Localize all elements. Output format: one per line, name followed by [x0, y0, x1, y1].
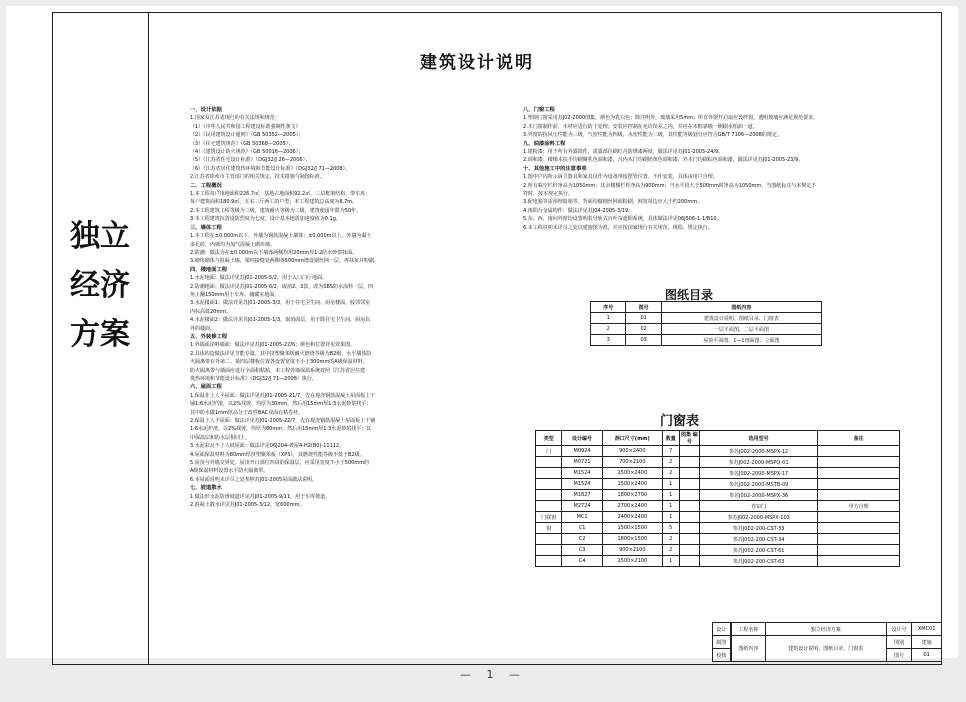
note-line: 5.屋顶与外墙交界处、屋顶开口部位四周的保温层，应采用宽度不小于500mm的 — [190, 460, 370, 467]
table-cell: 2 — [662, 457, 679, 468]
section-heading: 九、油漆涂料工程 — [523, 140, 566, 147]
table-header: 序号 — [591, 302, 626, 313]
table-header: 备注 — [818, 431, 900, 446]
binding-title: 独立经济方案 — [70, 219, 130, 352]
note-line: 2.具体构造做法详见节能专篇，其中挤塑聚苯板耐火燃烧等级为B2级，水平墙体防 — [190, 350, 372, 357]
table-row — [536, 490, 900, 501]
left-column-notes — [190, 106, 520, 510]
title-block-cell: 图纸内容 — [732, 636, 766, 662]
table-row — [591, 324, 822, 335]
table-header: 选用型号 — [700, 431, 818, 446]
note-line: 每户建筑面积180.9㎡，五室三厅两工的户型；本工程建筑总高度为8.7m。 — [190, 199, 358, 206]
table-row — [591, 313, 822, 324]
note-line: 2.防潮：做法为在±0.000m以下墙体两侧均用20mm厚1:2防水砂浆抹面。 — [190, 249, 358, 256]
title-block-cell: 建筑设计说明、图纸目录、门窗表 — [765, 636, 886, 662]
table-cell: 1500×2400 — [602, 468, 662, 479]
table-cell: 2 — [591, 324, 626, 335]
section-heading: 七、坡道散水 — [190, 485, 222, 492]
title-block-cell: 01 — [912, 649, 942, 662]
note-line: 1.本工程在±0.000m以下，外墙为钢筋混凝土墙体；±0.000m以上，外墙为黏土 — [190, 233, 372, 240]
table-cell — [536, 457, 562, 468]
note-line: 4.水泥楼面2：做法详见苏J01-2005-1/3，取消面层，用于除住宅卫生间、厨房以 — [190, 317, 371, 324]
page-mark: — 1 — — [460, 668, 526, 681]
note-line: 1.保温非上人平屋面：做法详见苏J01-2005-21/7，先在现浇钢筋混凝土屋面板上干 — [190, 392, 376, 399]
table-cell — [536, 479, 562, 490]
note-line: 4.雨阳台金属构件：做法详见苏J04-2005-3/19。 — [523, 207, 634, 214]
table-cell: 2 — [662, 545, 679, 556]
note-line: 3.砌块砌体与混凝土墙、梁柱接缝处两侧各500mm增设钢丝网一层，再抹灰并粉刷。 — [190, 258, 380, 265]
table-cell: 2400×2400 — [602, 512, 662, 523]
table-cell: 7 — [662, 446, 679, 457]
table-header: 图纸内容 — [661, 302, 821, 313]
table-cell — [536, 501, 562, 512]
table-cell — [679, 446, 700, 457]
table-cell: 参苏J002-2000-MSPX-103 — [700, 512, 818, 523]
table-cell: 03 — [626, 335, 661, 346]
table-cell: 900×2400 — [602, 446, 662, 457]
section-heading: 四、楼地面工程 — [190, 266, 228, 273]
table-cell: 700×2100 — [602, 457, 662, 468]
note-line: 铺1:6水泥炉渣，以2%找坡，均厚为30mm，然后用15mm厚1:3水泥砂浆找平； — [190, 401, 372, 408]
table-cell: 门联窗 — [536, 512, 562, 523]
table-cell — [536, 490, 562, 501]
table-cell: 建筑设计说明、图纸目录、门窗表 — [661, 313, 821, 324]
table-cell: 参苏J002-200-CST-61 — [700, 545, 818, 556]
note-line: （5）《江苏省住宅设计标准》（DGJ32/J 26—2006）； — [190, 157, 311, 164]
table-cell — [679, 468, 700, 479]
table-cell — [679, 534, 700, 545]
table-cell — [536, 468, 562, 479]
table-cell: C1 — [562, 523, 602, 534]
table-cell — [818, 512, 900, 523]
note-line: 1.塑钢门窗采用苏J02-2000图集，颜色为乳白色；除注明外，玻璃采用5mm；所有外窗开启扇应设纱窗，透明玻璃应满足规范要求。 — [523, 115, 819, 122]
note-line: 2.混凝土散水详见苏J01-2005-3/12，宽600mm。 — [190, 502, 305, 509]
table-cell: 屋顶平面图、1—1剖面图、立面图 — [661, 335, 821, 346]
table-cell — [679, 512, 700, 523]
table-cell: 参苏J002-2000-MSPX-17 — [700, 468, 818, 479]
table-cell: 参苏J002-200-CST-63 — [700, 556, 818, 567]
table-header: 洞口尺寸(mm) — [602, 431, 662, 446]
table-cell: 参苏J002-200-CST-33 — [700, 523, 818, 534]
note-line: 2.本工程建筑工程等级为三级，建筑耐火等级为二级，建筑使用年限为50年。 — [190, 207, 362, 214]
note-line: 6.本屋面说明未详尽之处参照苏J01-2005屋面做法说明。 — [190, 476, 318, 483]
title-block-cell — [730, 649, 732, 662]
title-block-cell: XMC01 — [912, 623, 942, 636]
note-line: 4.屋面保温材料为80mm厚挤塑聚苯板（XPS），其燃烧性能等级不低于B2级。 — [190, 451, 365, 458]
note-line: 1.做法形水泥防滑坡道详见苏J01-2005-9/11，用于车库坡道。 — [190, 493, 331, 500]
table-cell: 3 — [591, 335, 626, 346]
table-cell: M1827 — [562, 490, 602, 501]
table-cell: 1 — [662, 490, 679, 501]
title-block-cell: 图别 — [886, 636, 912, 649]
table-cell: M1524 — [562, 479, 602, 490]
table-cell: 1800×1500 — [602, 534, 662, 545]
table-cell: 参苏J002-2000-MSPQ-01 — [700, 457, 818, 468]
note-line: 3.配电箱等需预埋暗箱等，背面均做钢丝网面粉刷，网宽每边应大于约200mm。 — [523, 199, 703, 206]
table-cell — [679, 479, 700, 490]
table-cell: 1500×1500 — [602, 523, 662, 534]
table-cell — [818, 534, 900, 545]
note-line: （4）《建筑设计防火规范》（GB 50016—2006）； — [190, 149, 304, 156]
note-line: 2.所有临空栏杆净高为1050mm；其余楼梯栏杆净高为900mm；当水平段大于500mm时净高为1050mm，当图纸标注与本规定不 — [523, 182, 817, 189]
note-line: （6）《江苏省居住建筑热环境和节能设计标准》（DGJ32/J 71—2008）。 — [190, 165, 351, 172]
title-block-cell: 设计号 — [886, 623, 912, 636]
table-cell — [679, 545, 700, 556]
table-cell: M2724 — [562, 501, 602, 512]
table-row — [536, 457, 900, 468]
table-cell: 1 — [662, 479, 679, 490]
drawing-list-table — [590, 301, 822, 346]
table-cell: M0924 — [562, 446, 602, 457]
note-line: 3.水泥彩瓦不上人坡屋面：做法详见06J204-坡屋4-H2(B0)-11112。 — [190, 443, 345, 450]
table-cell: 01 — [626, 313, 661, 324]
table-cell: 900×2100 — [602, 545, 662, 556]
table-cell: M1524 — [562, 468, 602, 479]
table-cell — [818, 523, 900, 534]
note-line: 筑热环境和节能设计标准》（DGJ32/J 71—2008）执行。 — [190, 376, 317, 382]
table-cell: 1 — [662, 512, 679, 523]
section-heading: 一、设计依据 — [190, 107, 222, 113]
note-line: A级保温材料设置水平防火隔离带。 — [190, 468, 269, 475]
section-heading: 五、外装修工程 — [190, 333, 228, 340]
table-cell: 2 — [662, 534, 679, 545]
table-cell: 参苏J002-2000-MSPX-36 — [700, 490, 818, 501]
binding-line — [148, 12, 149, 665]
note-line: 符时，按本规定执行。 — [523, 191, 574, 198]
table-cell — [536, 545, 562, 556]
table-cell — [679, 457, 700, 468]
note-line: 6.本工程说明未详尽之处以建施图为准，并应按国家现行有关规范、规程、规定执行。 — [523, 224, 713, 231]
table-row — [536, 523, 900, 534]
table-row — [536, 534, 900, 545]
note-line: 多孔砖，内墙均为加气混凝土砌块墙。 — [190, 241, 276, 248]
table-cell — [679, 501, 700, 512]
note-line: 其中防水做1mm厚高分子改性BAC双面自粘卷材。 — [190, 409, 304, 416]
table-row — [536, 468, 900, 479]
section-heading: 十、其他施工中的注意事项 — [523, 165, 587, 172]
table-row — [591, 335, 822, 346]
table-cell — [679, 556, 700, 567]
note-line: 1.本工程每户用地面积226.7㎡，基地占地面积92.2㎡，三层框架结构，带车库； — [190, 191, 371, 198]
table-cell — [818, 446, 900, 457]
table-cell: 1800×2700 — [602, 490, 662, 501]
table-cell — [818, 556, 900, 567]
table-cell: 甲方自理 — [818, 501, 900, 512]
table-cell: 5 — [662, 523, 679, 534]
title-block-cell: 工程名称 — [732, 623, 766, 636]
table-header: 图集 编号 — [680, 432, 698, 445]
table-cell: 一层平面图、二层平面图 — [661, 324, 821, 335]
section-heading: 三、墙体工程 — [190, 224, 222, 231]
table-cell: 2700×2400 — [602, 501, 662, 512]
note-line: 3.外窗的抗风压性能为三级，气密性能为四级，水密性能为二级，其性能等级划分应符合GB/T 7106—2008的规定。 — [523, 132, 782, 139]
table-cell — [536, 556, 562, 567]
note-line: 2.保温上人平屋面：做法详见苏J01-2005-22/7，先在现浇钢筋混凝土屋面板上干铺 — [190, 418, 376, 425]
table-cell: 参苏J002-200-CST-34 — [700, 534, 818, 545]
note-line: 内标高低20mm。 — [190, 308, 232, 315]
title-block-cell: 设计 — [713, 623, 731, 636]
note-line: 1.国家及江苏省现行的有关法规和规范： — [190, 115, 280, 122]
table-cell — [536, 534, 562, 545]
section-heading: 六、屋面工程 — [190, 384, 222, 391]
note-line: 火隔离带在外第二、第四层楼板位置各设置宽度不小于300mm的A级保温材料， — [190, 359, 368, 366]
table-cell: C3 — [562, 545, 602, 556]
title-block-cell: 图号 — [886, 649, 912, 662]
table-cell: M0721 — [562, 457, 602, 468]
table-cell: MC1 — [562, 512, 602, 523]
section-heading: 二、工程概况 — [190, 182, 222, 189]
table-cell: 2 — [662, 468, 679, 479]
table-cell — [818, 457, 900, 468]
right-column-notes — [523, 106, 928, 232]
note-line: 1.图中户内所示厨卫器具和家具仅作为设备预留摆管位置，不作安装，具体由用户自理。 — [523, 174, 718, 181]
title-block — [712, 622, 942, 662]
note-line: 1.银粉漆：用于所有外露铁件，需露部位刷红丹防锈漆两度，做法详见苏J01-2005-24/9。 — [523, 149, 724, 156]
table-header: 图号 — [626, 302, 661, 313]
table-cell: 1 — [591, 313, 626, 324]
table-cell: 参苏J002-2000-MSPX-12 — [700, 446, 818, 457]
note-line: （3）《住宅建筑规范》（GB 50368—2005）； — [190, 140, 294, 147]
note-line: 防火隔离带与墙面应进行全面积粘贴，本工程外墙保温系统按照《江苏省居住建 — [190, 367, 366, 374]
note-line: （2）《民用建筑设计通则》（GB 50352—2005）； — [190, 132, 304, 139]
note-line: 1.水泥地面：做法详见苏J01-2005-5/2，用于入口门厅地面。 — [190, 275, 327, 282]
title-block-cell: 独立经济方案 — [765, 623, 886, 636]
table-cell: 门 — [536, 446, 562, 457]
table-row — [536, 512, 900, 523]
table-header: 设计编号 — [562, 431, 602, 446]
note-line: 角上翻150mm用于车库、储藏室地面。 — [190, 291, 280, 298]
note-line: 3.本工程建筑抗震设防烈度为七度，设计基本地震加速度值为0.1g。 — [190, 216, 341, 223]
note-line: 2.江苏省徐州市主管部门的相关规定、技术措施与制图标准。 — [190, 174, 325, 181]
table-cell: 1500×2400 — [602, 479, 662, 490]
table-cell: 卷帘门 — [700, 501, 818, 512]
table-cell: 1 — [662, 501, 679, 512]
table-row — [536, 479, 900, 490]
drawing-list-title: 图纸目录 — [665, 288, 714, 302]
table-cell: 窗 — [536, 523, 562, 534]
table-cell — [818, 468, 900, 479]
table-cell: 02 — [626, 324, 661, 335]
note-line: 2.木门窗制作前，木材应进行防干处理；安装应控制在允许误差之内，并应在木框靠墙一侧刷水柏油一道。 — [523, 123, 758, 130]
note-line: 1:6水泥炉渣，以2%找坡，均厚为80mm，然后用15mm厚1:3水泥砂浆找平；其 — [190, 426, 372, 433]
table-cell — [818, 490, 900, 501]
table-cell: C4 — [562, 556, 602, 567]
table-row — [536, 501, 900, 512]
table-row — [536, 446, 900, 457]
note-line: 5.东、西、南向外窗均设置明装导轨式百叶帘遮阳系统，具体做法详见06J506-1-1/B10。 — [523, 216, 722, 223]
table-cell: 1 — [662, 556, 679, 567]
title-block-cell: 校核 — [713, 649, 731, 662]
table-cell: 参苏J002-2000-MSTB-09 — [700, 479, 818, 490]
table-cell — [818, 545, 900, 556]
door-window-title: 门窗表 — [660, 414, 700, 429]
note-line: 外的楼面。 — [190, 325, 216, 332]
table-header: 类型 — [536, 431, 562, 446]
table-cell: 1500×2100 — [602, 556, 662, 567]
table-cell — [818, 479, 900, 490]
note-line: 1.外墙面涂料墙面：做法详见苏J01-2005-22/6；颜色和位置详见效果图。 — [190, 342, 356, 349]
table-cell — [679, 490, 700, 501]
note-line: 中保温层和防水层相同上。 — [190, 434, 251, 441]
table-row — [536, 545, 900, 556]
section-heading: 八、门窗工程 — [523, 107, 555, 113]
table-row — [536, 556, 900, 567]
note-line: 3.水泥楼面1：做法详见苏J01-2005-3/3，用于住宅卫生间、厨房楼面，股邻邻室 — [190, 300, 371, 307]
note-line: （1）《中华人民共和国工程建设标准强制性条文》 — [190, 123, 301, 130]
table-cell — [679, 523, 700, 534]
table-cell: C2 — [562, 534, 602, 545]
title-block-cell: 建施 — [912, 636, 942, 649]
note-line: 2.防潮地面：做法详见苏J01-2005-6/2，取消2、3款，改为SBS防水涂料一层，四 — [190, 283, 374, 290]
table-header: 数量 — [662, 431, 679, 446]
page-title: 建筑设计说明 — [420, 53, 534, 73]
note-line: 2.调和漆：楼梯木扶手均刷聚乳色调和漆，凡内木门均刷奶黄色调和漆，外木门均刷棕色调和漆，做法详见苏J01-2005-23/9。 — [523, 157, 804, 164]
title-block-cell: 制图 — [713, 636, 731, 649]
door-window-table — [535, 430, 900, 567]
